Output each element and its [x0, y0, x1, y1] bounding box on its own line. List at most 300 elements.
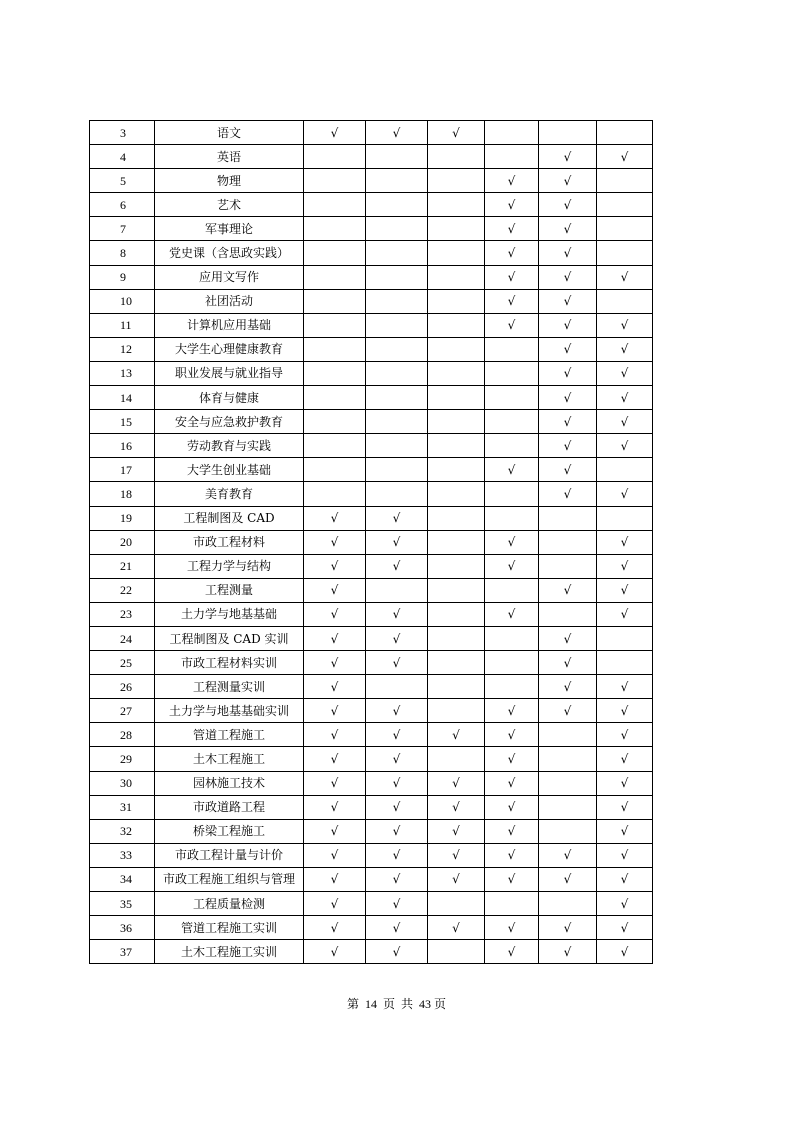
check-mark-cell — [485, 892, 539, 916]
check-mark-cell: √ — [304, 554, 366, 578]
course-name-cell: 市政工程施工组织与管理 — [155, 867, 304, 891]
course-name-cell: 计算机应用基础 — [155, 313, 304, 337]
check-mark-cell: √ — [366, 723, 428, 747]
check-mark-cell: √ — [597, 554, 653, 578]
check-mark-cell: √ — [428, 916, 485, 940]
check-mark-cell: √ — [366, 626, 428, 650]
check-mark-cell: √ — [485, 602, 539, 626]
check-mark-cell: √ — [597, 699, 653, 723]
check-mark-cell — [485, 410, 539, 434]
row-number-cell: 19 — [90, 506, 155, 530]
course-name-cell: 军事理论 — [155, 217, 304, 241]
check-mark-cell — [366, 241, 428, 265]
check-mark-cell: √ — [597, 795, 653, 819]
check-mark-cell — [304, 410, 366, 434]
table-row — [90, 747, 653, 771]
table-row — [90, 554, 653, 578]
check-mark-cell: √ — [366, 747, 428, 771]
row-number-cell: 9 — [90, 265, 155, 289]
check-mark-cell — [597, 217, 653, 241]
check-mark-cell: √ — [304, 795, 366, 819]
check-mark-cell — [304, 217, 366, 241]
row-number-cell: 14 — [90, 386, 155, 410]
table-row — [90, 434, 653, 458]
check-mark-cell — [304, 265, 366, 289]
check-mark-cell — [428, 506, 485, 530]
check-mark-cell — [485, 626, 539, 650]
check-mark-cell — [366, 361, 428, 385]
check-mark-cell: √ — [428, 819, 485, 843]
check-mark-cell: √ — [428, 723, 485, 747]
check-mark-cell — [428, 699, 485, 723]
check-mark-cell: √ — [597, 145, 653, 169]
check-mark-cell: √ — [539, 386, 597, 410]
check-mark-cell: √ — [366, 916, 428, 940]
check-mark-cell — [539, 530, 597, 554]
check-mark-cell — [485, 337, 539, 361]
table-row — [90, 169, 653, 193]
check-mark-cell — [597, 626, 653, 650]
row-number-cell: 12 — [90, 337, 155, 361]
table-row — [90, 121, 653, 145]
row-number-cell: 3 — [90, 121, 155, 145]
row-number-cell: 28 — [90, 723, 155, 747]
course-matrix-table — [89, 120, 653, 964]
check-mark-cell — [304, 241, 366, 265]
check-mark-cell — [304, 145, 366, 169]
check-mark-cell: √ — [485, 771, 539, 795]
row-number-cell: 7 — [90, 217, 155, 241]
table-row — [90, 482, 653, 506]
check-mark-cell: √ — [366, 121, 428, 145]
table-row — [90, 602, 653, 626]
check-mark-cell — [539, 506, 597, 530]
check-mark-cell — [428, 313, 485, 337]
row-number-cell: 21 — [90, 554, 155, 578]
check-mark-cell — [485, 482, 539, 506]
course-name-cell: 工程制图及 CAD — [155, 506, 304, 530]
check-mark-cell — [428, 217, 485, 241]
check-mark-cell — [428, 578, 485, 602]
check-mark-cell: √ — [485, 313, 539, 337]
check-mark-cell — [428, 361, 485, 385]
row-number-cell: 10 — [90, 289, 155, 313]
check-mark-cell: √ — [539, 916, 597, 940]
check-mark-cell: √ — [428, 121, 485, 145]
table-row — [90, 892, 653, 916]
check-mark-cell: √ — [597, 337, 653, 361]
check-mark-cell — [539, 121, 597, 145]
check-mark-cell: √ — [485, 554, 539, 578]
check-mark-cell: √ — [539, 241, 597, 265]
check-mark-cell — [366, 265, 428, 289]
check-mark-cell: √ — [366, 699, 428, 723]
check-mark-cell — [366, 434, 428, 458]
row-number-cell: 11 — [90, 313, 155, 337]
check-mark-cell — [485, 434, 539, 458]
check-mark-cell — [428, 410, 485, 434]
check-mark-cell — [428, 892, 485, 916]
course-name-cell: 园林施工技术 — [155, 771, 304, 795]
row-number-cell: 35 — [90, 892, 155, 916]
check-mark-cell — [428, 651, 485, 675]
check-mark-cell: √ — [539, 313, 597, 337]
check-mark-cell: √ — [485, 795, 539, 819]
check-mark-cell: √ — [485, 819, 539, 843]
check-mark-cell — [304, 169, 366, 193]
check-mark-cell — [304, 482, 366, 506]
table-row — [90, 410, 653, 434]
check-mark-cell: √ — [485, 193, 539, 217]
check-mark-cell — [428, 554, 485, 578]
course-name-cell: 职业发展与就业指导 — [155, 361, 304, 385]
check-mark-cell: √ — [597, 410, 653, 434]
row-number-cell: 18 — [90, 482, 155, 506]
course-name-cell: 美育教育 — [155, 482, 304, 506]
course-name-cell: 体育与健康 — [155, 386, 304, 410]
check-mark-cell: √ — [539, 675, 597, 699]
table-row — [90, 916, 653, 940]
table-row — [90, 337, 653, 361]
check-mark-cell: √ — [304, 723, 366, 747]
table-row — [90, 771, 653, 795]
check-mark-cell: √ — [428, 867, 485, 891]
course-name-cell: 艺术 — [155, 193, 304, 217]
check-mark-cell — [485, 145, 539, 169]
check-mark-cell — [366, 578, 428, 602]
course-name-cell: 物理 — [155, 169, 304, 193]
check-mark-cell: √ — [304, 578, 366, 602]
check-mark-cell — [304, 434, 366, 458]
check-mark-cell — [366, 386, 428, 410]
check-mark-cell: √ — [485, 867, 539, 891]
check-mark-cell: √ — [539, 361, 597, 385]
check-mark-cell: √ — [539, 699, 597, 723]
check-mark-cell — [366, 337, 428, 361]
check-mark-cell — [539, 819, 597, 843]
check-mark-cell — [366, 193, 428, 217]
check-mark-cell: √ — [485, 940, 539, 964]
check-mark-cell — [428, 265, 485, 289]
check-mark-cell — [428, 940, 485, 964]
table-row — [90, 699, 653, 723]
table-row — [90, 217, 653, 241]
course-name-cell: 管道工程施工实训 — [155, 916, 304, 940]
check-mark-cell: √ — [597, 771, 653, 795]
row-number-cell: 5 — [90, 169, 155, 193]
check-mark-cell — [366, 289, 428, 313]
row-number-cell: 37 — [90, 940, 155, 964]
check-mark-cell: √ — [539, 843, 597, 867]
check-mark-cell: √ — [366, 892, 428, 916]
check-mark-cell: √ — [366, 843, 428, 867]
check-mark-cell — [428, 241, 485, 265]
table-row — [90, 795, 653, 819]
check-mark-cell: √ — [597, 916, 653, 940]
table-row — [90, 530, 653, 554]
check-mark-cell — [485, 121, 539, 145]
check-mark-cell: √ — [485, 458, 539, 482]
check-mark-cell: √ — [366, 530, 428, 554]
check-mark-cell: √ — [485, 217, 539, 241]
course-name-cell: 大学生心理健康教育 — [155, 337, 304, 361]
check-mark-cell — [539, 771, 597, 795]
check-mark-cell: √ — [539, 578, 597, 602]
check-mark-cell: √ — [539, 626, 597, 650]
table-row — [90, 241, 653, 265]
check-mark-cell: √ — [597, 892, 653, 916]
check-mark-cell — [428, 602, 485, 626]
check-mark-cell: √ — [597, 386, 653, 410]
course-name-cell: 工程力学与结构 — [155, 554, 304, 578]
check-mark-cell: √ — [597, 313, 653, 337]
check-mark-cell: √ — [304, 747, 366, 771]
row-number-cell: 33 — [90, 843, 155, 867]
check-mark-cell — [485, 361, 539, 385]
check-mark-cell: √ — [304, 602, 366, 626]
check-mark-cell — [366, 482, 428, 506]
check-mark-cell: √ — [597, 723, 653, 747]
check-mark-cell: √ — [304, 699, 366, 723]
row-number-cell: 8 — [90, 241, 155, 265]
table-row — [90, 265, 653, 289]
check-mark-cell — [304, 386, 366, 410]
row-number-cell: 36 — [90, 916, 155, 940]
check-mark-cell: √ — [485, 843, 539, 867]
check-mark-cell: √ — [597, 602, 653, 626]
row-number-cell: 20 — [90, 530, 155, 554]
check-mark-cell: √ — [366, 651, 428, 675]
check-mark-cell — [428, 169, 485, 193]
check-mark-cell: √ — [304, 530, 366, 554]
course-name-cell: 应用文写作 — [155, 265, 304, 289]
check-mark-cell: √ — [304, 843, 366, 867]
check-mark-cell — [366, 313, 428, 337]
course-name-cell: 土力学与地基基础实训 — [155, 699, 304, 723]
table-row — [90, 386, 653, 410]
check-mark-cell: √ — [539, 145, 597, 169]
check-mark-cell — [485, 386, 539, 410]
check-mark-cell — [304, 289, 366, 313]
course-name-cell: 工程制图及 CAD 实训 — [155, 626, 304, 650]
check-mark-cell — [366, 169, 428, 193]
course-name-cell: 市政工程材料实训 — [155, 651, 304, 675]
check-mark-cell — [428, 482, 485, 506]
check-mark-cell — [428, 289, 485, 313]
check-mark-cell: √ — [597, 747, 653, 771]
check-mark-cell: √ — [304, 506, 366, 530]
course-name-cell: 桥梁工程施工 — [155, 819, 304, 843]
row-number-cell: 17 — [90, 458, 155, 482]
course-name-cell: 土木工程施工实训 — [155, 940, 304, 964]
check-mark-cell — [597, 651, 653, 675]
course-name-cell: 劳动教育与实践 — [155, 434, 304, 458]
course-name-cell: 市政工程计量与计价 — [155, 843, 304, 867]
row-number-cell: 6 — [90, 193, 155, 217]
table-row — [90, 867, 653, 891]
check-mark-cell — [428, 193, 485, 217]
row-number-cell: 32 — [90, 819, 155, 843]
check-mark-cell — [304, 193, 366, 217]
table-row — [90, 361, 653, 385]
check-mark-cell: √ — [304, 626, 366, 650]
row-number-cell: 15 — [90, 410, 155, 434]
check-mark-cell — [428, 675, 485, 699]
check-mark-cell: √ — [539, 265, 597, 289]
check-mark-cell: √ — [539, 169, 597, 193]
check-mark-cell: √ — [304, 892, 366, 916]
row-number-cell: 26 — [90, 675, 155, 699]
row-number-cell: 16 — [90, 434, 155, 458]
row-number-cell: 24 — [90, 626, 155, 650]
course-name-cell: 市政道路工程 — [155, 795, 304, 819]
table-row — [90, 843, 653, 867]
course-name-cell: 市政工程材料 — [155, 530, 304, 554]
check-mark-cell — [539, 747, 597, 771]
check-mark-cell: √ — [485, 699, 539, 723]
check-mark-cell — [304, 313, 366, 337]
check-mark-cell — [428, 747, 485, 771]
check-mark-cell: √ — [597, 819, 653, 843]
row-number-cell: 27 — [90, 699, 155, 723]
check-mark-cell — [304, 337, 366, 361]
table-row — [90, 289, 653, 313]
check-mark-cell — [366, 458, 428, 482]
course-name-cell: 土力学与地基基础 — [155, 602, 304, 626]
check-mark-cell: √ — [597, 843, 653, 867]
check-mark-cell: √ — [539, 458, 597, 482]
check-mark-cell: √ — [539, 337, 597, 361]
check-mark-cell — [597, 121, 653, 145]
check-mark-cell: √ — [428, 795, 485, 819]
check-mark-cell — [539, 554, 597, 578]
check-mark-cell: √ — [485, 530, 539, 554]
check-mark-cell: √ — [304, 940, 366, 964]
page-footer: 第 14 页 共 43 页 — [346, 997, 446, 1011]
row-number-cell: 25 — [90, 651, 155, 675]
row-number-cell: 29 — [90, 747, 155, 771]
table-row — [90, 578, 653, 602]
check-mark-cell: √ — [304, 675, 366, 699]
check-mark-cell: √ — [366, 506, 428, 530]
check-mark-cell: √ — [366, 602, 428, 626]
course-name-cell: 社团活动 — [155, 289, 304, 313]
course-name-cell: 管道工程施工 — [155, 723, 304, 747]
check-mark-cell: √ — [304, 771, 366, 795]
check-mark-cell — [428, 434, 485, 458]
table-row — [90, 193, 653, 217]
check-mark-cell: √ — [539, 482, 597, 506]
table-row — [90, 506, 653, 530]
check-mark-cell — [597, 241, 653, 265]
check-mark-cell: √ — [366, 867, 428, 891]
course-name-cell: 工程测量 — [155, 578, 304, 602]
check-mark-cell: √ — [485, 747, 539, 771]
row-number-cell: 13 — [90, 361, 155, 385]
table-row — [90, 313, 653, 337]
check-mark-cell — [485, 578, 539, 602]
check-mark-cell: √ — [539, 193, 597, 217]
check-mark-cell: √ — [539, 217, 597, 241]
check-mark-cell: √ — [539, 651, 597, 675]
check-mark-cell — [597, 169, 653, 193]
row-number-cell: 34 — [90, 867, 155, 891]
check-mark-cell — [428, 458, 485, 482]
check-mark-cell — [485, 506, 539, 530]
row-number-cell: 31 — [90, 795, 155, 819]
check-mark-cell: √ — [597, 530, 653, 554]
check-mark-cell: √ — [485, 169, 539, 193]
check-mark-cell — [539, 892, 597, 916]
course-name-cell: 语文 — [155, 121, 304, 145]
table-row — [90, 675, 653, 699]
check-mark-cell: √ — [597, 578, 653, 602]
check-mark-cell: √ — [539, 867, 597, 891]
check-mark-cell: √ — [485, 265, 539, 289]
check-mark-cell: √ — [366, 554, 428, 578]
table-row — [90, 819, 653, 843]
check-mark-cell — [428, 145, 485, 169]
check-mark-cell: √ — [597, 940, 653, 964]
check-mark-cell: √ — [597, 482, 653, 506]
check-mark-cell: √ — [304, 819, 366, 843]
course-name-cell: 工程质量检测 — [155, 892, 304, 916]
check-mark-cell — [539, 795, 597, 819]
row-number-cell: 30 — [90, 771, 155, 795]
check-mark-cell: √ — [304, 867, 366, 891]
check-mark-cell — [304, 361, 366, 385]
check-mark-cell — [428, 626, 485, 650]
check-mark-cell: √ — [539, 410, 597, 434]
check-mark-cell — [366, 145, 428, 169]
check-mark-cell: √ — [428, 771, 485, 795]
check-mark-cell — [539, 602, 597, 626]
course-name-cell: 土木工程施工 — [155, 747, 304, 771]
check-mark-cell — [485, 675, 539, 699]
check-mark-cell — [597, 506, 653, 530]
table-row — [90, 145, 653, 169]
check-mark-cell: √ — [304, 651, 366, 675]
check-mark-cell — [428, 337, 485, 361]
check-mark-cell — [366, 217, 428, 241]
check-mark-cell — [539, 723, 597, 747]
check-mark-cell: √ — [597, 867, 653, 891]
table-row — [90, 723, 653, 747]
check-mark-cell — [597, 289, 653, 313]
check-mark-cell: √ — [485, 289, 539, 313]
table-body — [90, 121, 653, 964]
check-mark-cell: √ — [539, 434, 597, 458]
course-name-cell: 英语 — [155, 145, 304, 169]
row-number-cell: 23 — [90, 602, 155, 626]
check-mark-cell: √ — [597, 265, 653, 289]
row-number-cell: 4 — [90, 145, 155, 169]
table-row — [90, 940, 653, 964]
check-mark-cell: √ — [366, 819, 428, 843]
check-mark-cell: √ — [428, 843, 485, 867]
check-mark-cell — [428, 386, 485, 410]
course-name-cell: 大学生创业基础 — [155, 458, 304, 482]
check-mark-cell: √ — [485, 723, 539, 747]
course-name-cell: 党史课（含思政实践） — [155, 241, 304, 265]
check-mark-cell: √ — [366, 940, 428, 964]
check-mark-cell — [428, 530, 485, 554]
check-mark-cell — [366, 410, 428, 434]
check-mark-cell: √ — [485, 241, 539, 265]
check-mark-cell: √ — [366, 771, 428, 795]
row-number-cell: 22 — [90, 578, 155, 602]
check-mark-cell: √ — [304, 121, 366, 145]
